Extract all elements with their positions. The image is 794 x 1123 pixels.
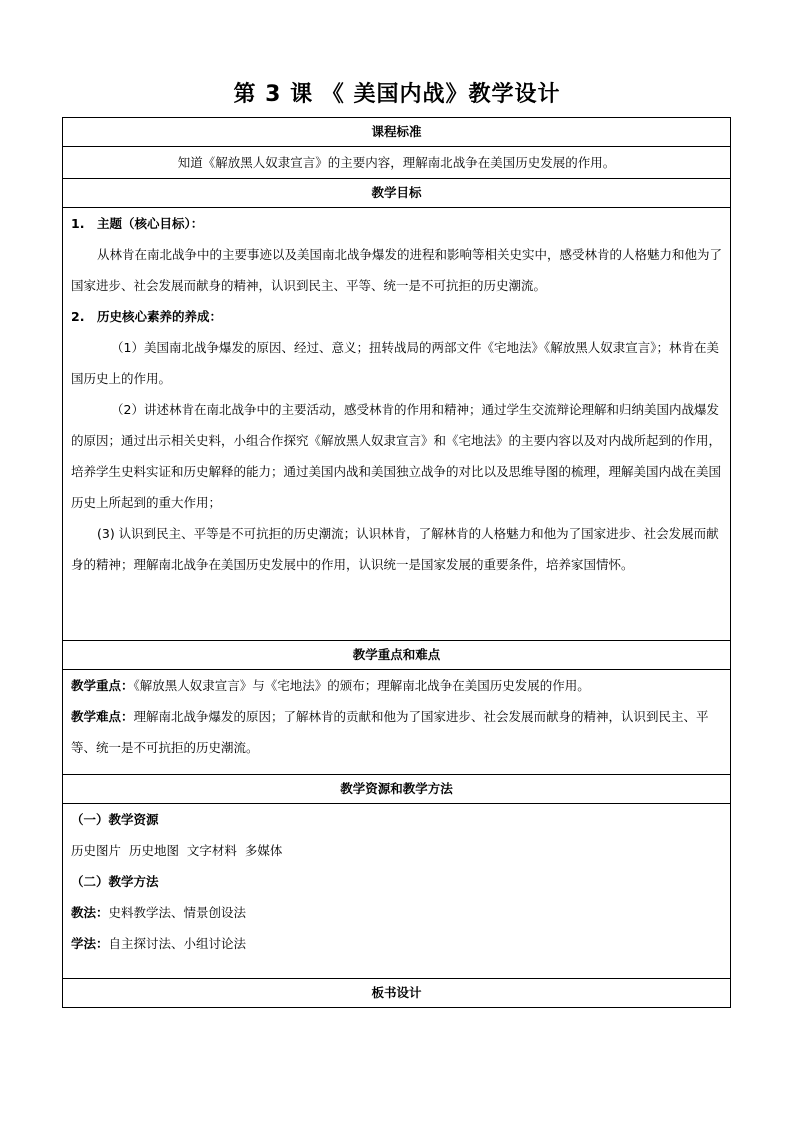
- curriculum-standard-row: [63, 147, 731, 179]
- focus-text: 《解放黑人奴隶宣言》与《宅地法》的颁布；理解南北战争在美国历史发展的作用。: [133, 678, 590, 693]
- board-design-header: 板书设计: [63, 979, 731, 1008]
- key-points-header-row: [63, 641, 731, 670]
- board-design-header-row: [63, 979, 731, 1008]
- objective-sub-2: （2）讲述林肯在南北战争中的主要活动，感受林肯的作用和精神；通过学生交流辩论理解和归纳美国内战爆发的原因；通过出示相关史料，小组合作探究《解放黑人奴隶宣言》和《宅地法》的主要内容以及对内战所起到的作用，培养学生史料实证和历史解释的能力；通过美国内战和美国独立战争的对比以及思维导图的梳理，理解美国内战在美国历史上所起到的重大作用；: [71, 402, 722, 510]
- objective-2-number: 2.: [71, 309, 85, 324]
- difficulty-text: 理解南北战争爆发的原因；了解林肯的贡献和他为了国家进步、社会发展而献身的精神，认识到民主、平等、统一是不可抗拒的历史潮流。: [71, 709, 709, 755]
- resources-items: 历史图片 历史地图 文字材料 多媒体: [71, 843, 283, 858]
- difficulty-line: [71, 701, 722, 763]
- page-title: 第 3 课 《 美国内战》教学设计: [233, 82, 561, 107]
- resources-header-row: [63, 775, 731, 804]
- lesson-plan-table: [62, 117, 731, 1008]
- objective-1-title: 主题（核心目标）：: [97, 216, 204, 231]
- objectives-cell: [63, 208, 731, 641]
- objectives-header: 教学目标: [63, 179, 731, 208]
- teaching-method-label: 教法：: [71, 905, 109, 920]
- curriculum-standard-content: 知道《解放黑人奴隶宣言》的主要内容，理解南北战争在美国历史发展的作用。: [63, 147, 731, 179]
- teaching-method-line: [71, 897, 722, 928]
- key-points-cell: [63, 670, 731, 775]
- teaching-method-text: 史料教学法、情景创设法: [108, 905, 247, 920]
- methods-title: （二）教学方法: [71, 874, 159, 889]
- objective-2-title: 历史核心素养的养成：: [97, 309, 223, 324]
- key-points-row: [63, 670, 731, 775]
- learning-method-label: 学法：: [71, 936, 109, 951]
- focus-line: [71, 670, 722, 701]
- objective-2-heading: [71, 301, 722, 332]
- resources-title: （一）教学资源: [71, 812, 159, 827]
- objective-1-heading: [71, 208, 722, 239]
- learning-method-line: [71, 928, 722, 959]
- objectives-row: [63, 208, 731, 641]
- difficulty-label: 教学难点：: [71, 709, 134, 724]
- objective-1-text: 从林肯在南北战争中的主要事迹以及美国南北战争爆发的进程和影响等相关史实中，感受林肯的人格魅力和他为了国家进步、社会发展而献身的精神，认识到民主、平等、统一是不可抗拒的历史潮流。: [71, 247, 723, 293]
- resources-cell: [63, 804, 731, 979]
- objective-1-number: 1.: [71, 216, 85, 231]
- curriculum-standard-header-row: [63, 118, 731, 147]
- objective-sub-3: (3) 认识到民主、平等是不可抗拒的历史潮流；认识林肯，了解林肯的人格魅力和他为了国家进步、社会发展而献身的精神；理解南北战争在美国历史发展中的作用，认识统一是国家发展的重要条件，培养家国情怀。: [71, 526, 719, 572]
- objective-sub-1: （1）美国南北战争爆发的原因、经过、意义；扭转战局的两部文件《宅地法》《解放黑人奴隶宣言》；林肯在美国历史上的作用。: [71, 340, 719, 386]
- resources-header: 教学资源和教学方法: [63, 775, 731, 804]
- focus-label: 教学重点：: [71, 678, 134, 693]
- objectives-header-row: [63, 179, 731, 208]
- learning-method-text: 自主探讨法、小组讨论法: [108, 936, 247, 951]
- key-points-header: 教学重点和难点: [63, 641, 731, 670]
- curriculum-standard-header: 课程标准: [63, 118, 731, 147]
- resources-row: [63, 804, 731, 979]
